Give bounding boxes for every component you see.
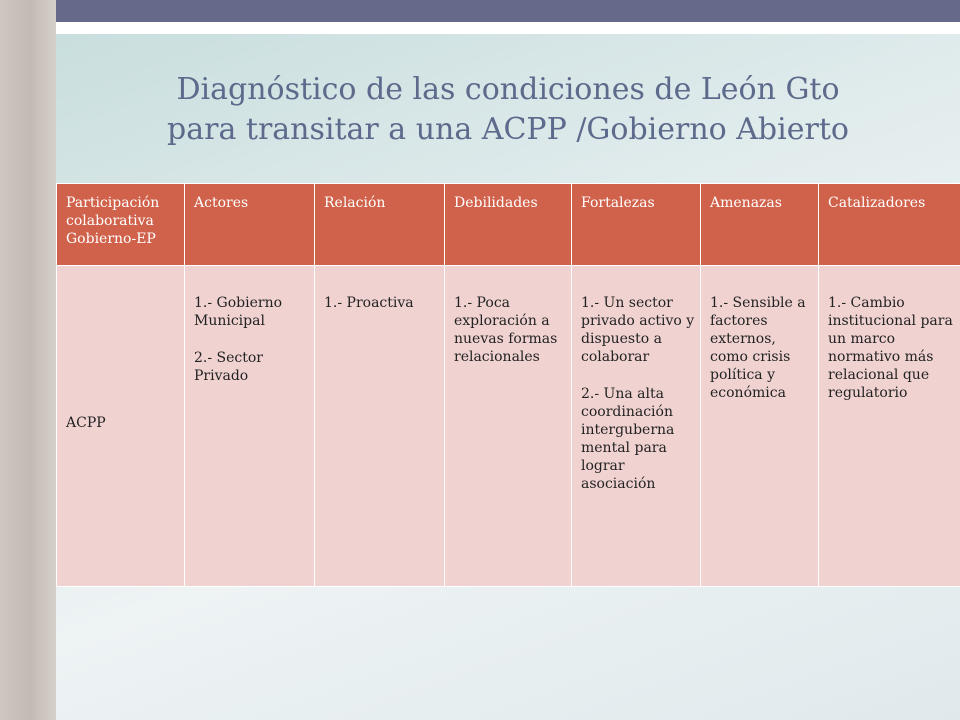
slide-title (56, 70, 960, 150)
left-decorative-strip (0, 0, 56, 720)
actor-item-1: 1.- Gobierno Municipal (194, 295, 283, 329)
actor-item-2: 2.- Sector Privado (194, 350, 264, 384)
cell-relacion: 1.- Proactiva (315, 266, 445, 587)
cell-acpp: ACPP (57, 266, 185, 587)
header-fortalezas: Fortalezas (572, 184, 701, 266)
cell-debilidades: 1.- Poca exploración a nuevas formas relacionales (445, 266, 572, 587)
cell-catalizadores: 1.- Cambio institucional para un marco normativo más relacional que regulatorio (819, 266, 960, 587)
header-participacion: Participación colaborativa Gobierno-EP (57, 184, 185, 266)
header-actores: Actores (185, 184, 315, 266)
fortaleza-item-2: 2.- Una alta coordinación interguberna mental para lograr asociación (581, 386, 675, 492)
table-header-row (57, 184, 960, 266)
slide-title-line-1: Diagnóstico de las condiciones de León Gto (176, 72, 840, 107)
header-amenazas: Amenazas (701, 184, 819, 266)
top-decorative-bar (56, 0, 960, 22)
header-relacion: Relación (315, 184, 445, 266)
cell-amenazas: 1.- Sensible a factores externos, como crisis política y económica (701, 266, 819, 587)
table-row (57, 266, 960, 587)
slide-title-line-2: para transitar a una ACPP /Gobierno Abierto (167, 112, 849, 147)
header-catalizadores: Catalizadores (819, 184, 960, 266)
fortaleza-item-1: 1.- Un sector privado activo y dispuesto a colaborar (581, 295, 695, 365)
diagnosis-table (56, 183, 960, 587)
cell-fortalezas (572, 266, 701, 587)
header-debilidades: Debilidades (445, 184, 572, 266)
cell-actores (185, 266, 315, 587)
